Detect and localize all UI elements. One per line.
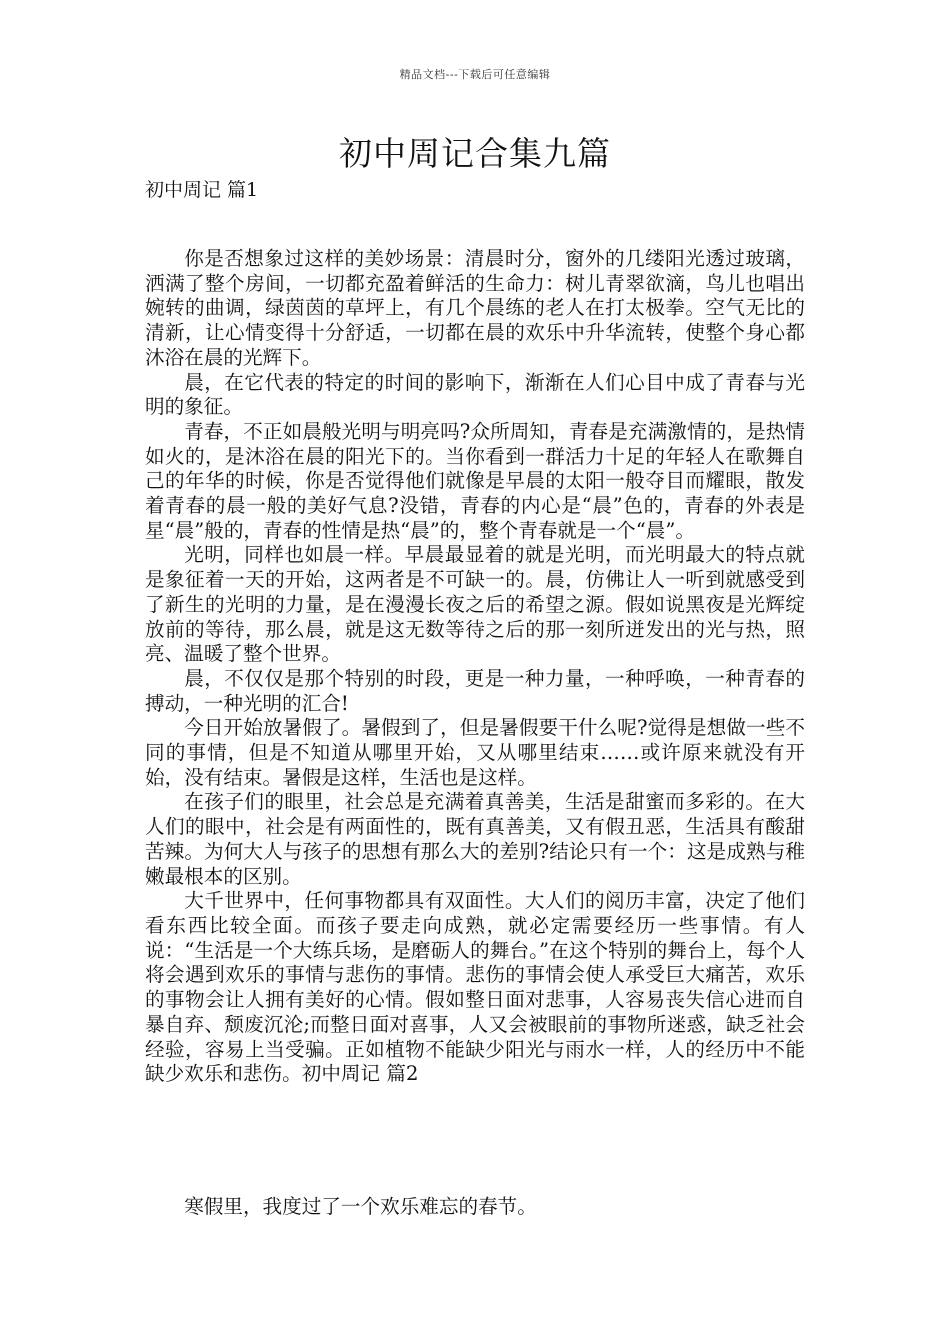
paragraph: 寒假里，我度过了一个欢乐难忘的春节。 (184, 1195, 537, 1218)
header-note: 精品文档---下载后可任意编辑 (399, 68, 551, 81)
paragraph: 青春，不正如晨般光明与明亮吗?众所周知，青春是充满激情的，是热情如火的，是沐浴在晨的阳光下的。当你看到一群活力十足的年轻人在歌舞自己的年华的时候，你是否觉得他们就像是早晨的太阳一般夺目而耀眼，散发着青春的晨一般的美好气息?没错，青春的内心是“晨”色的，青春的外表是星“晨”般的，青春的性情是热“晨”的，整个青春就是一个“晨”。 (145, 419, 805, 542)
section-heading-1: 初中周记 篇1 (145, 179, 259, 201)
paragraph: 你是否想象过这样的美妙场景：清晨时分，窗外的几缕阳光透过玻璃，洒满了整个房间，一切都充盈着鲜活的生命力：树儿青翠欲滴，鸟儿也唱出婉转的曲调，绿茵茵的草坪上，有几个晨练的老人在打太极拳。空气无比的清新，让心情变得十分舒适，一切都在晨的欢乐中升华流转，使整个身心都沐浴在晨的光辉下。 (145, 247, 805, 369)
paragraph: 晨，不仅仅是那个特别的时段，更是一种力量，一种呼唤，一种青春的搏动，一种光明的汇合! (145, 666, 805, 715)
article-body (145, 247, 805, 1087)
paragraph: 大千世界中，任何事物都具有双面性。大人们的阅历丰富，决定了他们看东西比较全面。而孩子要走向成熟，就必定需要经历一些事情。有人说：“生活是一个大练兵场，是磨砺人的舞台。”在这个特别的舞台上，每个人将会遇到欢乐的事情与悲伤的事情。悲伤的事情会使人承受巨大痛苦，欢乐的事物会让人拥有美好的心情。假如整日面对悲事，人容易丧失信心进而自暴自弃、颓废沉沦;而整日面对喜事，人又会被眼前的事物所迷惑，缺乏社会经验，容易上当受骗。正如植物不能缺少阳光与雨水一样，人的经历中不能缺少欢乐和悲伤。初中周记 篇2 (145, 889, 805, 1086)
paragraph: 今日开始放暑假了。暑假到了，但是暑假要干什么呢?觉得是想做一些不同的事情，但是不知道从哪里开始，又从哪里结束……或许原来就没有开始，没有结束。暑假是这样，生活也是这样。 (145, 716, 805, 789)
paragraph: 在孩子们的眼里，社会总是充满着真善美，生活是甜蜜而多彩的。在大人们的眼中，社会是有两面性的，既有真善美，又有假丑恶，生活具有酸甜苦辣。为何大人与孩子的思想有那么大的差别?结论只有一个：这是成熟与稚嫩最根本的区别。 (145, 790, 805, 888)
paragraph: 晨，在它代表的特定的时间的影响下，渐渐在人们心目中成了青春与光明的象征。 (145, 370, 805, 419)
paragraph: 光明，同样也如晨一样。早晨最显着的就是光明，而光明最大的特点就是象征着一天的开始，这两者是不可缺一的。晨，仿佛让人一听到就感受到了新生的光明的力量，是在漫漫长夜之后的希望之源。假如说黑夜是光辉绽放前的等待，那么晨，就是这无数等待之后的那一刻所迸发出的光与热，照亮、温暖了整个世界。 (145, 543, 805, 666)
document-title: 初中周记合集九篇 (339, 134, 611, 173)
article-body-2 (145, 1195, 805, 1220)
